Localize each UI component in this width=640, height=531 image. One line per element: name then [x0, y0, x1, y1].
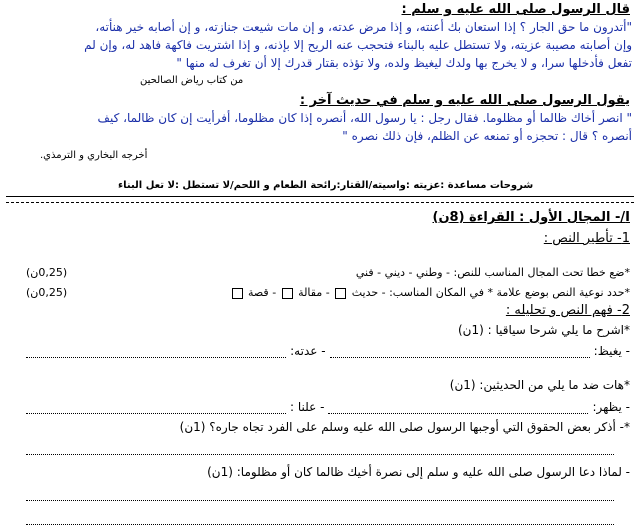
answer-line-why-2[interactable] — [26, 514, 614, 525]
opposite-answer-row — [26, 400, 630, 414]
answer-line-why[interactable] — [26, 490, 614, 501]
word-yaghiz: - يغيظ: — [593, 344, 630, 358]
question-explain: *اشرح ما يلي شرحا سياقيا : (1ن) — [457, 323, 630, 337]
option-story-label: - قصة — [248, 286, 277, 299]
question-domain-points: (0,25ن) — [26, 266, 68, 279]
question-rights: *- أذكر بعض الحقوق التي أوجبها الرسول صلى الله عليه وسلم على الفرد تجاه جاره؟ (1ن) — [179, 420, 630, 434]
question-type-label: *حدد نوعية النص بوضع علامة * في المكان المناسب: - حديث — [351, 286, 630, 299]
glossary-line: شروحات مساعدة :عزيته :واسيته/القتار:رائحة الطعام و اللحم/لا تستطل :لا تعل البناء — [118, 180, 534, 191]
answer-line-yaghiz[interactable] — [330, 347, 590, 358]
hadith1-line1: "أتدرون ما حق الجار ؟ إذا استعان بك أعنته، و إذا مرض عدته، و إن مات شيعت جنازته، و إن أصابه خير هنأته، — [95, 20, 632, 34]
divider-top — [6, 196, 634, 197]
explain-answer-row — [26, 344, 630, 358]
hadith1-source: من كتاب رياض الصالحين — [140, 75, 244, 86]
answer-line-alanan[interactable] — [26, 403, 286, 414]
hadith1-heading: قال الرسول صلى الله عليه و سلم : — [401, 2, 630, 17]
hadith2-heading: يقول الرسول صلى الله عليه و سلم في حديث آخر : — [299, 93, 630, 108]
part1-title: 1- تأطير النص : — [543, 231, 630, 246]
question-domain: *ضع خطا تحت المجال المناسب للنص: - وطني - ديني - فني — [355, 266, 630, 279]
word-adttuh: - عدته: — [290, 344, 326, 358]
part2-title: 2- فهم النص و تحليله : — [505, 303, 630, 318]
question-type-points: (0,25ن) — [26, 286, 68, 299]
answer-box-hadith[interactable] — [335, 288, 346, 299]
question-opposite: *هات ضد ما يلي من الحديثين: (1ن) — [449, 378, 630, 392]
word-yuthhir: - يظهر: — [592, 400, 630, 414]
divider-dashed — [6, 202, 634, 203]
answer-line-rights[interactable] — [26, 444, 614, 455]
answer-line-yuthhir[interactable] — [328, 403, 588, 414]
answer-box-story[interactable] — [232, 288, 243, 299]
hadith2-source: أخرجه البخاري و الترمذي. — [40, 150, 148, 161]
section-title: I/- المجال الأول : القراءة (8ن) — [432, 210, 630, 225]
hadith1-line3: تفعل فأدخلها سرا، و لا يخرج بها ولدك ليغيظ ولده، ولا تؤذه بقتار قدرك إلا أن تغرف له منها " — [176, 56, 632, 70]
question-why: - لماذا دعا الرسول صلى الله عليه و سلم إلى نصرة أخيك ظالما كان أو مظلوما: (1ن) — [207, 465, 630, 479]
question-type — [230, 286, 631, 299]
hadith1-line2: وإن أصابته مصيبة عزيته، ولا تستطل عليه بالبناء فتحجب عنه الريح إلا بإذنه، و إذا اشتريت فاكهة فاهد له، وإن لم — [84, 38, 632, 52]
option-article-label: - مقالة — [298, 286, 330, 299]
hadith2-line1: " انصر أخاك ظالما أو مظلوما. فقال رجل : يا رسول الله، أنصره إذا كان مظلوما، أفرأيت إن كان ظالما، كيف — [97, 111, 632, 125]
word-alanan: - علنا : — [290, 400, 325, 414]
answer-line-adttuh[interactable] — [26, 347, 286, 358]
answer-box-article[interactable] — [282, 288, 293, 299]
hadith2-line2: أنصره ؟ قال : تحجزه أو تمنعه عن الظلم، فإن ذلك نصره " — [342, 129, 632, 143]
